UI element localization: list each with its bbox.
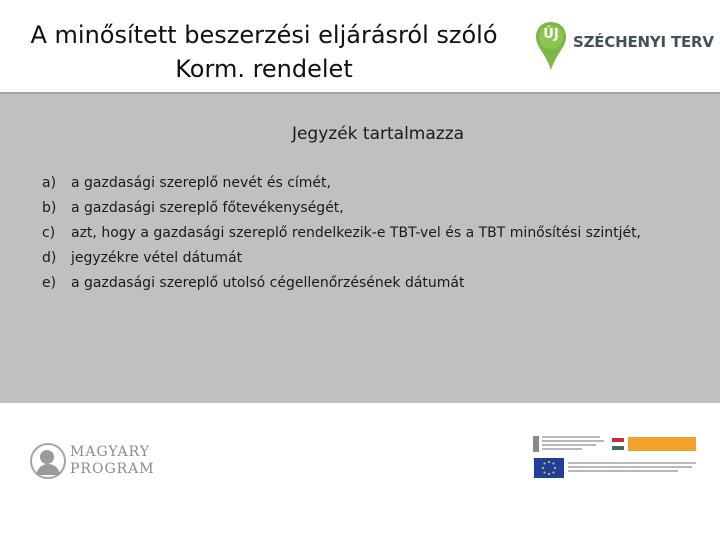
text-line [568, 466, 692, 468]
item-text: azt, hogy a gazdasági szereplő rendelkezik-e TBT-vel és a TBT minősítési szintjét, [71, 224, 642, 241]
list-item [42, 220, 714, 245]
item-marker: e) [42, 274, 57, 291]
text-line [568, 470, 678, 472]
item-text: jegyzékre vétel dátumát [71, 249, 243, 266]
magyary-program-logo [30, 440, 160, 484]
item-marker: a) [42, 174, 57, 191]
item-marker: b) [42, 199, 57, 216]
text-line [542, 444, 596, 446]
title-line-1: A minősített beszerzési eljárásról szóló [30, 21, 498, 49]
text-line [542, 440, 604, 442]
portrait-bust-icon [30, 442, 66, 480]
szechenyi-terv-logo [528, 18, 713, 74]
program-tag [628, 437, 696, 451]
ministry-text-lines [542, 436, 604, 452]
list-item [42, 270, 714, 295]
text-line [542, 448, 582, 450]
item-list [42, 170, 714, 295]
list-item [42, 170, 714, 195]
text-line [568, 462, 696, 464]
eu-flag-icon [534, 458, 564, 478]
wordmark-line-2: PROGRAM [70, 461, 155, 477]
magyary-program-wordmark [70, 444, 155, 478]
item-marker: c) [42, 224, 56, 241]
slide-title [0, 18, 528, 86]
list-item [42, 195, 714, 220]
eu-funding-logo [532, 434, 702, 480]
content-heading: Jegyzék tartalmazza [291, 124, 465, 144]
item-text: a gazdasági szereplő nevét és címét, [71, 174, 331, 191]
brand-name: SZÉCHENYI TERV [573, 33, 714, 51]
eu-text-lines [568, 462, 698, 474]
pin-label: ÚJ [543, 27, 559, 42]
text-line [542, 436, 600, 438]
item-marker: d) [42, 249, 57, 266]
item-text: a gazdasági szereplő utolsó cégellenőrzésének dátumát [71, 274, 465, 291]
list-item [42, 245, 714, 270]
content-panel [0, 92, 720, 403]
wordmark-line-1: MAGYARY [70, 444, 151, 460]
title-line-2: Korm. rendelet [175, 55, 353, 83]
item-text: a gazdasági szereplő főtevékenységét, [71, 199, 344, 216]
hungary-flag-icon [612, 438, 624, 450]
